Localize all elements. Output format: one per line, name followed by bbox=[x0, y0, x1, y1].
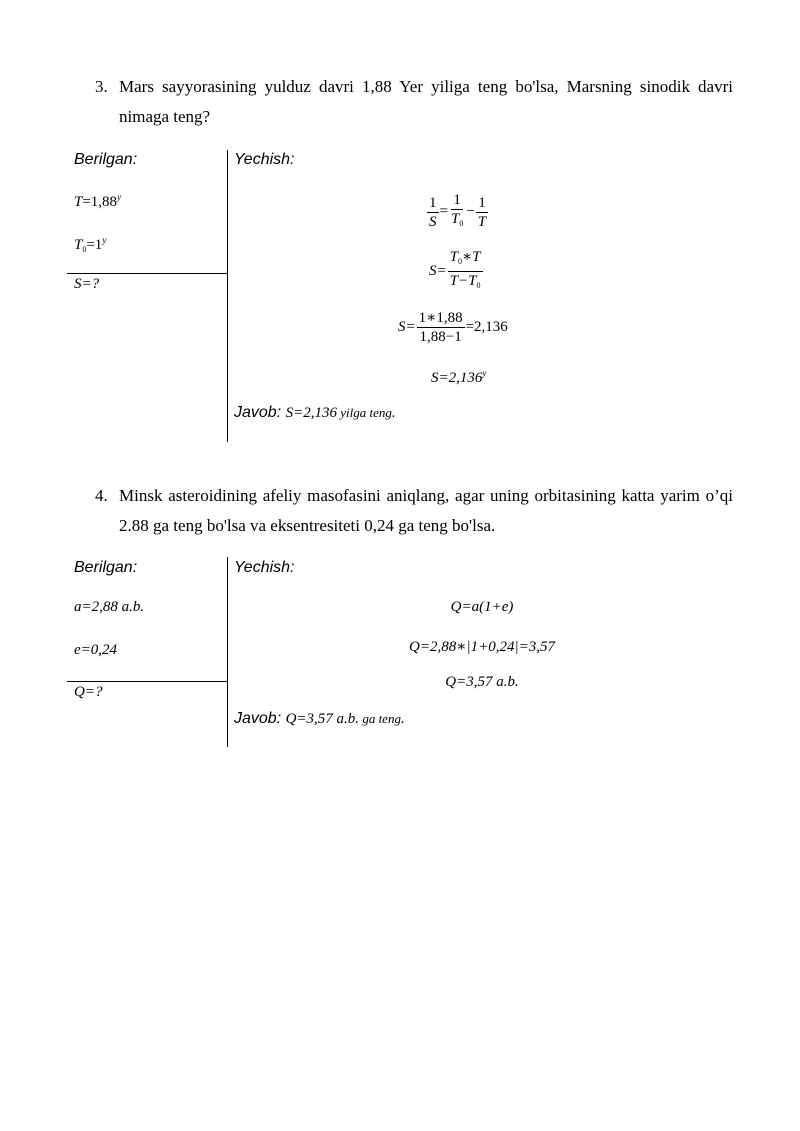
find-q: Q=? bbox=[74, 684, 103, 700]
problem-number: 3. bbox=[95, 77, 108, 96]
given-find-divider bbox=[67, 681, 227, 682]
subscript: 0 bbox=[457, 257, 462, 266]
subscript: 0 bbox=[459, 219, 464, 228]
unit: y bbox=[482, 368, 487, 378]
unit: y bbox=[102, 235, 107, 245]
equation-1: Q=a(1+e) bbox=[450, 599, 514, 615]
problem-text: Mars sayyorasining yulduz davri 1,88 Yer yiliga teng bo'lsa, Marsning sinodik davri nimaga teng? bbox=[119, 77, 733, 126]
equation-2: Q=2,88∗|1+0,24|=3,57 bbox=[409, 639, 555, 655]
table-vertical-divider bbox=[227, 150, 228, 442]
lhs: S= bbox=[398, 318, 416, 335]
given-label: Berilgan: bbox=[74, 151, 138, 168]
answer-line bbox=[234, 404, 396, 422]
answer-rest: ga teng bbox=[359, 711, 401, 726]
fraction bbox=[417, 310, 465, 345]
given-earth-period bbox=[74, 235, 106, 254]
var: T−T bbox=[449, 273, 477, 289]
given-period bbox=[74, 192, 121, 211]
denominator: T bbox=[477, 213, 487, 230]
minus: − bbox=[466, 203, 475, 220]
result: S=2,136 bbox=[431, 370, 483, 386]
answer-line bbox=[234, 710, 405, 728]
fraction bbox=[427, 195, 439, 230]
subscript: 0 bbox=[82, 245, 87, 254]
denominator: 1,88−1 bbox=[419, 329, 462, 345]
equation-3: Q=3,57 a.b. bbox=[445, 674, 519, 690]
fraction bbox=[449, 192, 465, 232]
value: =1 bbox=[86, 237, 103, 253]
answer-label: Javob: bbox=[234, 404, 282, 421]
answer-expr: S=2,136 bbox=[285, 405, 337, 421]
problem-3-statement bbox=[95, 72, 733, 132]
denominator: S bbox=[429, 213, 437, 230]
fraction bbox=[448, 249, 483, 294]
numerator: 1∗1,88 bbox=[418, 310, 463, 326]
var-t: T bbox=[74, 194, 83, 210]
unit: y bbox=[117, 192, 122, 202]
numerator: 1 bbox=[453, 192, 461, 208]
solution-label: Yechish: bbox=[234, 151, 295, 168]
find-s: S=? bbox=[74, 276, 100, 292]
numerator: 1 bbox=[478, 194, 486, 211]
denominator bbox=[449, 210, 465, 232]
given-label: Berilgan: bbox=[74, 559, 138, 576]
var: T bbox=[449, 249, 458, 265]
var-t0: T bbox=[74, 237, 83, 253]
equation-1 bbox=[426, 192, 489, 232]
table-vertical-divider bbox=[227, 557, 228, 747]
equation-3 bbox=[398, 310, 508, 345]
solution-label: Yechish: bbox=[234, 559, 295, 576]
rest: ∗T bbox=[461, 249, 481, 265]
problem-4-statement bbox=[95, 481, 733, 541]
lhs: S= bbox=[429, 262, 447, 279]
rhs: =2,136 bbox=[465, 318, 508, 335]
numerator: 1 bbox=[429, 194, 437, 211]
numerator bbox=[448, 249, 483, 272]
answer-end: . bbox=[400, 711, 405, 727]
fraction bbox=[476, 195, 488, 230]
value: =1,88 bbox=[82, 194, 118, 210]
equation-2 bbox=[429, 249, 484, 294]
given-semi-major-axis: a=2,88 a.b. bbox=[74, 599, 145, 615]
answer-expr: Q=3,57 a.b. bbox=[285, 711, 360, 727]
problem-text: Minsk asteroidining afeliy masofasini aniqlang, agar uning orbitasining katta yarim o’qi 2.88 ga teng bo'lsa va eksentresiteti 0,24 ga teng bo'lsa. bbox=[119, 486, 733, 535]
equation-4 bbox=[431, 368, 486, 387]
answer-end: . bbox=[391, 405, 396, 421]
subscript: 0 bbox=[476, 281, 481, 290]
denominator bbox=[448, 272, 483, 294]
answer-rest: yilga teng bbox=[336, 405, 392, 420]
answer-label: Javob: bbox=[234, 710, 282, 727]
var: T bbox=[450, 211, 460, 227]
problem-number: 4. bbox=[95, 486, 108, 505]
given-find-divider bbox=[67, 273, 227, 274]
given-eccentricity: e=0,24 bbox=[74, 642, 118, 658]
equals: = bbox=[439, 203, 448, 220]
